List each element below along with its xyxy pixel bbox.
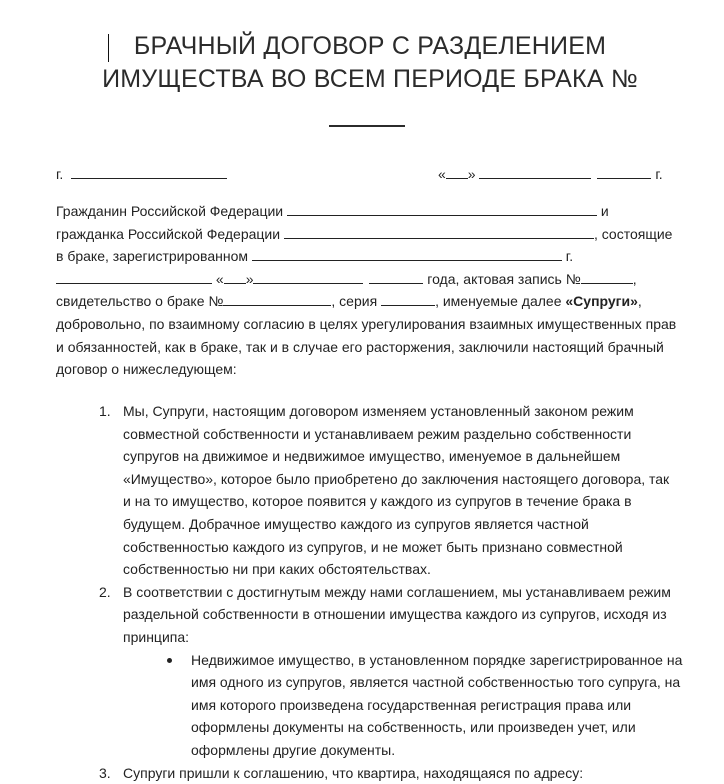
clause-line: супругов на движимое и недвижимое имущество, именуемое в дальнейшем [123, 445, 683, 468]
bullet-line: права или оформлены документы на собственность, или произведен [191, 697, 631, 736]
clause-line: В соответствии с достигнутым между нами соглашением, мы устанавливаем режим [123, 581, 683, 604]
month-blank[interactable] [479, 165, 591, 179]
registry-office-blank[interactable] [252, 247, 562, 261]
sub-bullet [0, 649, 724, 762]
date-quote-close: » [468, 166, 476, 182]
bullet-line: учет, или оформлены другие документы. [191, 719, 636, 758]
registered-label: в браке, зарегистрированном [56, 248, 248, 264]
city-abbrev: г. [566, 248, 573, 264]
city-prefix: г. [56, 166, 63, 182]
clause-line: совместной собственности и устанавливаем режим раздельно собственности [123, 423, 683, 446]
preamble-line-6: добровольно, по взаимному согласию в целях урегулирования взаимных имущественных прав [56, 313, 684, 336]
record-number-blank[interactable] [581, 270, 633, 284]
husband-name-blank[interactable] [287, 202, 597, 216]
series-label: , серия [331, 293, 377, 309]
contract-number-blank[interactable] [329, 125, 405, 127]
clause-body [123, 400, 683, 581]
clause-2 [0, 581, 724, 649]
clause-3 [0, 762, 724, 784]
conjunction-text: и [601, 203, 609, 219]
bullet-icon [167, 658, 172, 663]
reg-quote-open: « [216, 271, 224, 287]
comma: , [633, 271, 637, 287]
clause-line: собственностью ни при каких обстоятельствах. [123, 558, 683, 581]
year-suffix: г. [655, 166, 662, 182]
preamble-line-2 [56, 223, 684, 246]
wife-name-blank[interactable] [284, 225, 594, 239]
date-field [438, 165, 663, 182]
clause-1 [0, 400, 724, 581]
bullet-line: Недвижимое имущество, в установленном порядке зарегистрированное [191, 652, 663, 668]
clause-line: Супруги пришли к соглашению, что квартира, находящаяся по адресу: [123, 762, 683, 784]
day-blank[interactable] [446, 165, 468, 179]
place-date-line [56, 165, 666, 187]
city-blank[interactable] [71, 165, 227, 179]
preamble [56, 200, 684, 381]
preamble-line-8: договор о нижеследующем: [56, 358, 684, 381]
text-cursor [108, 34, 109, 62]
preamble-line-7: и обязанностей, как в браке, так и в случае его расторжения, заключили настоящий брачный [56, 336, 684, 359]
certificate-label: свидетельство о браке № [56, 293, 223, 309]
married-text: , состоящие [594, 226, 672, 242]
series-blank[interactable] [381, 292, 435, 306]
husband-label: Гражданин Российской Федерации [56, 203, 283, 219]
year-blank[interactable] [597, 165, 651, 179]
clause-line: «Имущество», которое было приобретено до заключения настоящего договора, так [123, 468, 683, 491]
preamble-line-4 [56, 268, 684, 291]
preamble-line-1 [56, 200, 684, 223]
clause-line: и на то имущество, которое появится у каждого из супругов в течение брака в [123, 490, 683, 513]
spouses-term: «Супруги» [565, 293, 638, 309]
clause-number: 1. [99, 400, 111, 423]
wife-label: гражданка Российской Федерации [56, 226, 280, 242]
clause-line: будущем. Добрачное имущество каждого из супругов является частной [123, 513, 683, 536]
title-line-1: БРАЧНЫЙ ДОГОВОР С РАЗДЕЛЕНИЕМ [40, 30, 700, 63]
city-field [56, 165, 227, 182]
preamble-line-5 [56, 290, 684, 313]
bullet-line: супруга, на имя которого произведена государственная регистрация [191, 674, 680, 713]
date-quote-open: « [438, 166, 446, 182]
bullet-body [191, 649, 691, 762]
named-text: , именуемые далее [435, 293, 561, 309]
clause-line: принципа: [123, 626, 683, 649]
clauses-list [0, 400, 724, 784]
reg-quote-close: » [246, 271, 254, 287]
certificate-number-blank[interactable] [223, 292, 331, 306]
document-title [40, 30, 700, 96]
clause-line: Мы, Супруги, настоящим договором изменяем установленный законом режим [123, 400, 683, 423]
comma-end: , [638, 293, 642, 309]
clause-number: 2. [99, 581, 111, 604]
registry-city-blank[interactable] [56, 270, 212, 284]
bullet-line: на имя одного из супругов, является частной собственностью того [191, 652, 682, 691]
title-line-2: ИМУЩЕСТВА ВО ВСЕМ ПЕРИОДЕ БРАКА № [40, 63, 700, 96]
record-label: года, актовая запись № [427, 271, 580, 287]
clause-line: раздельной собственности в отношении имущества каждого из супругов, исходя из [123, 603, 683, 626]
preamble-line-3 [56, 245, 684, 268]
reg-day-blank[interactable] [224, 270, 246, 284]
reg-year-blank[interactable] [369, 270, 423, 284]
clause-number: 3. [99, 762, 111, 784]
clause-body [123, 581, 683, 649]
clause-line: собственностью каждого из супругов, и не может быть признано совместной [123, 536, 683, 559]
clause-body [123, 762, 683, 784]
reg-month-blank[interactable] [253, 270, 363, 284]
